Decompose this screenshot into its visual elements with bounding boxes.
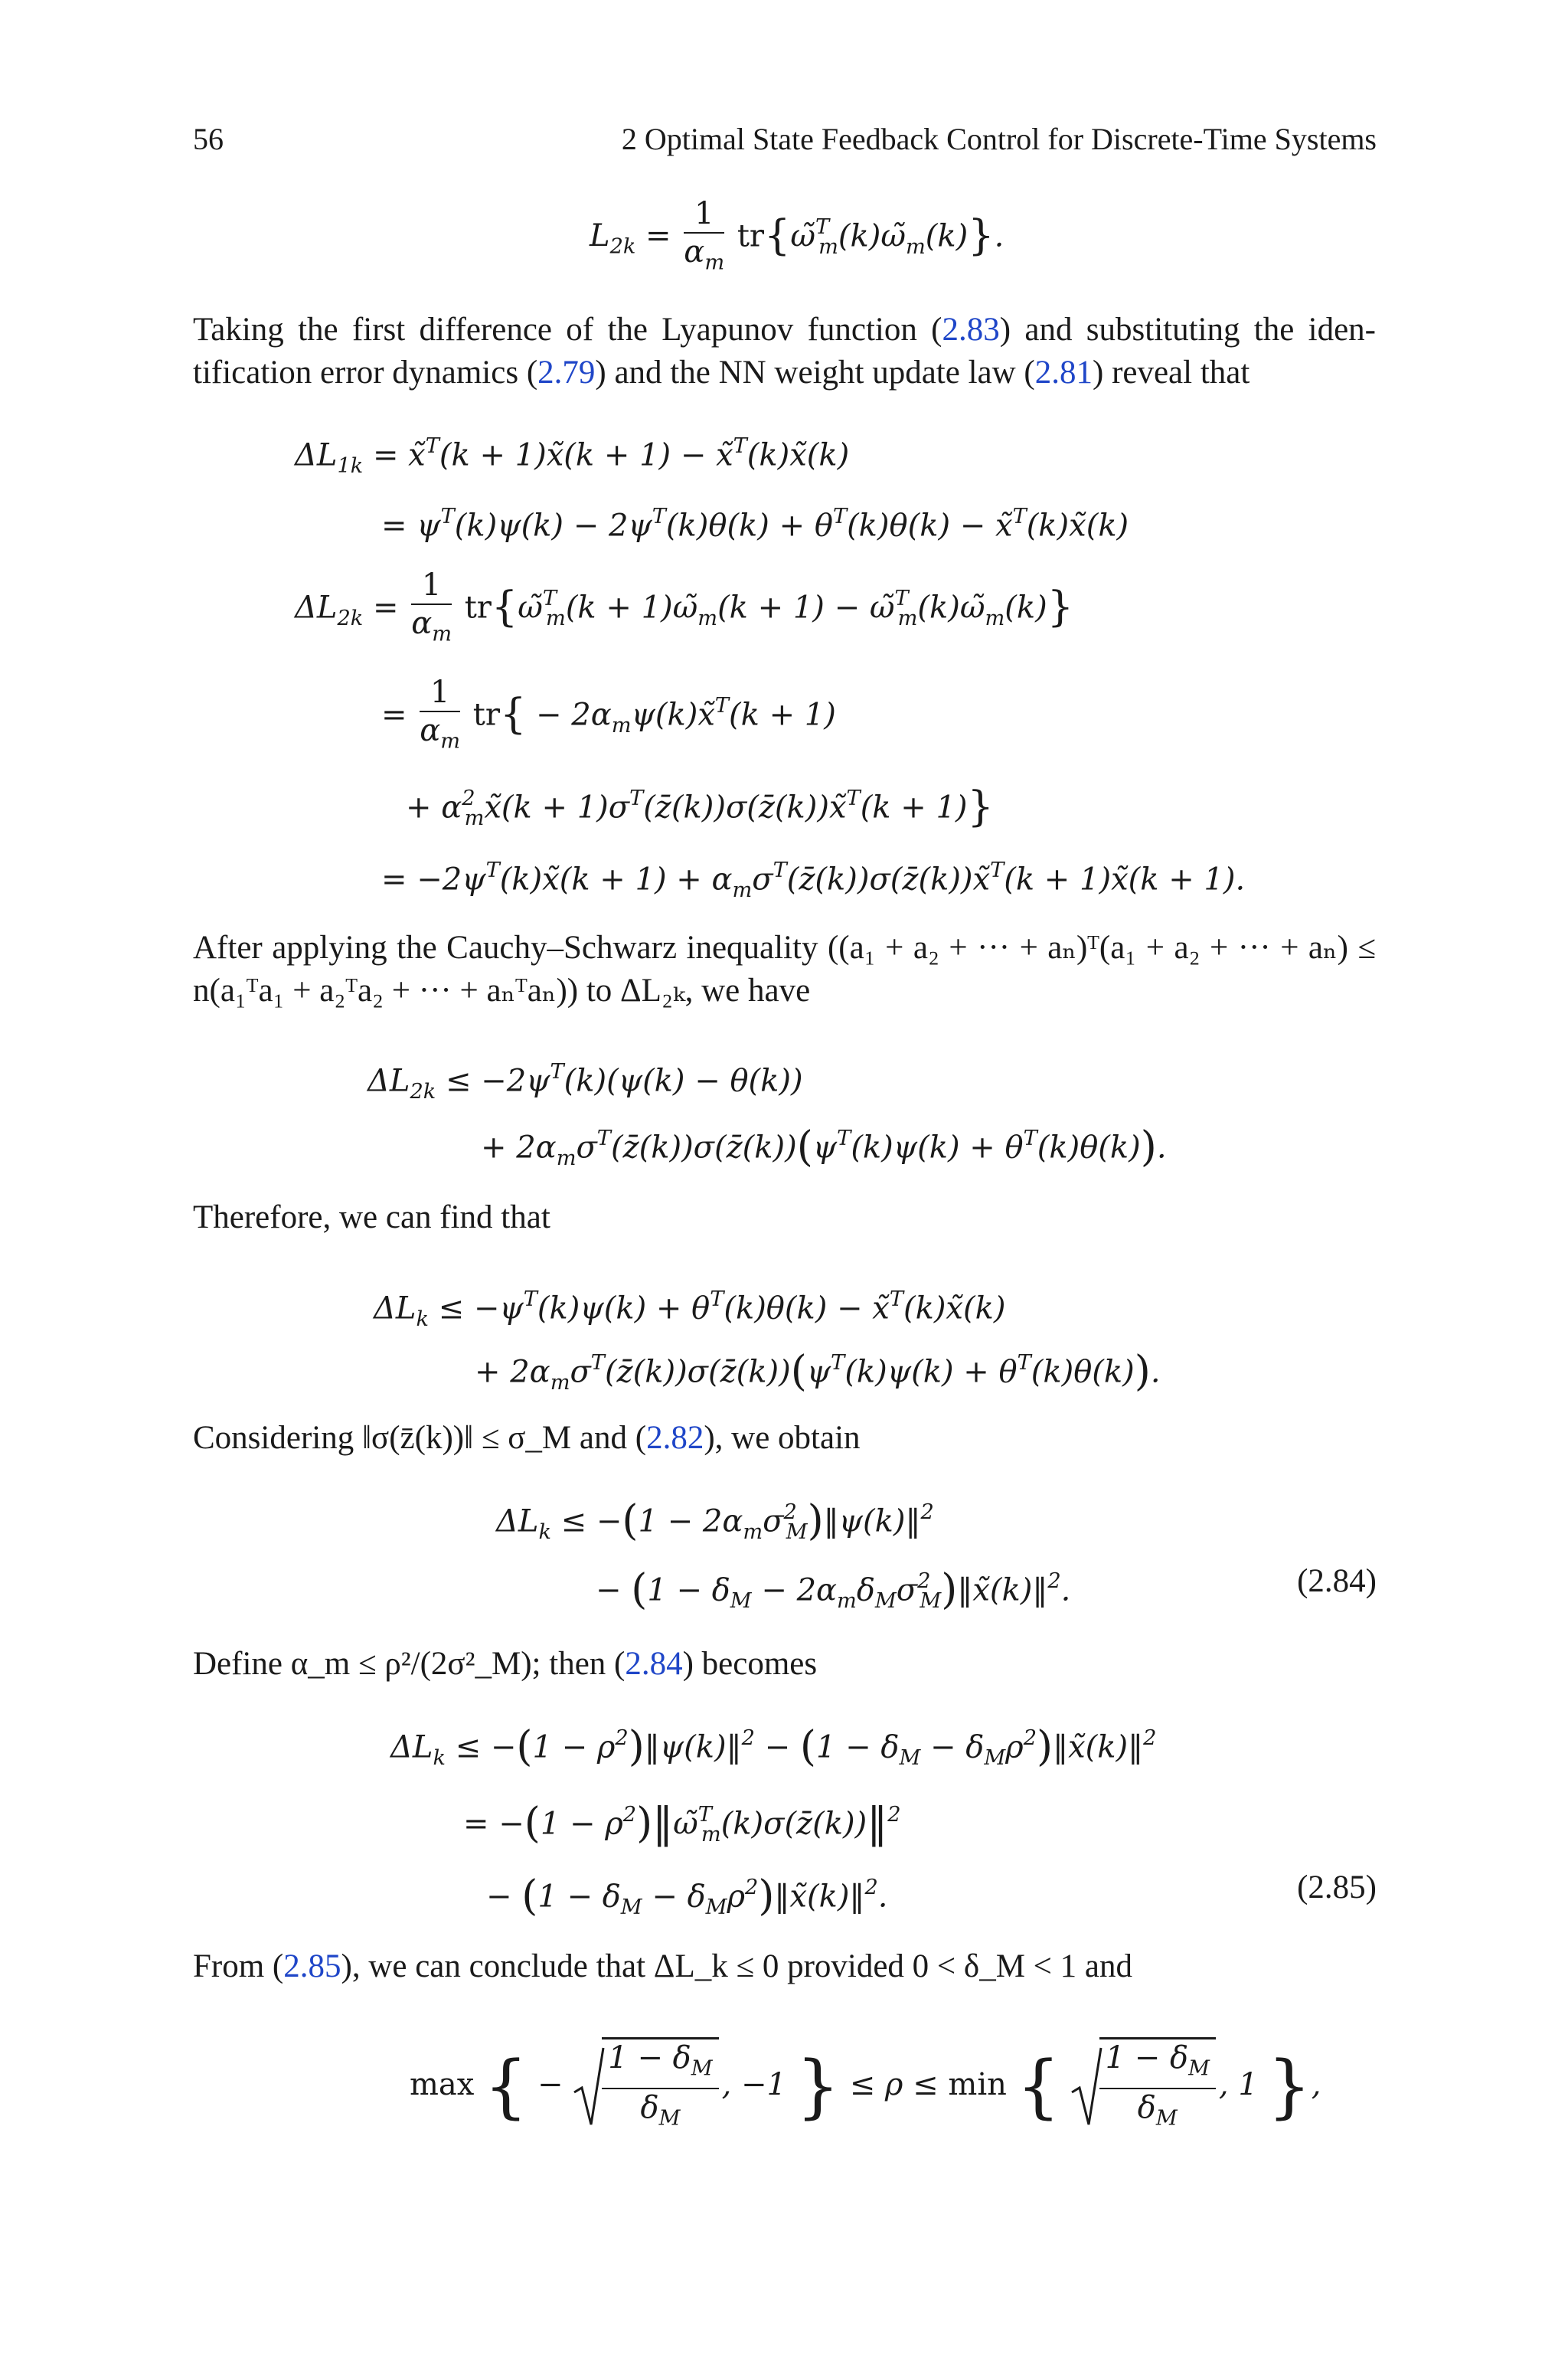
ref-2-85[interactable]: 2.85 xyxy=(283,1948,341,1984)
ref-2-79[interactable]: 2.79 xyxy=(537,355,596,391)
page-number: 56 xyxy=(193,122,224,156)
paragraph-lyapunov-difference: Taking the first difference of the Lyapunov function (2.83) and substituting the iden-tification error dynamics (2.79) and the NN weight update law (2.81) reveal that xyxy=(193,312,1377,391)
equation-dl2k-line4: = $-2\psi^T(k)x̃(k + 1)$ + $\alpha_m\sigma^T(z̄(k))\sigma(z̄(k))x̃^T(k$ + 1)x̃(k + 1). xyxy=(381,859,1246,902)
equation-rho-bounds: max { − $\frac{1 - \delta_M}{\delta_M}$ , −1 } ≤ ρ ≤ min { $\frac{1 - \delta_M}{\delta_M}$ , 1 }, xyxy=(410,2037,1321,2137)
equation-2-85-line2: = $-(1 - \rho^2)‖\omegã^T_m(k)\sigma(z̄(k))‖^2$ xyxy=(463,1798,901,1847)
equation-number-2-85: (2.85) xyxy=(1297,1869,1377,1905)
equation-lk-line1: $\Delta L_k \le -\psi^T(k)\psi(k) + \theta^T(k)\theta(k)$ − x̃$^T$(k)x̃(k) xyxy=(374,1287,1006,1331)
sqrt-icon xyxy=(573,2045,605,2129)
equation-dl2k-line1: $\Delta L_{2k}$ = $\frac{1}{\alpha_m}$ tr{ω̃$^T_m$(k + $1)\omegã_m(k + 1)$ − $\omegã^T_m(k)\omegã_m(k)$} xyxy=(295,568,1074,646)
equation-cs-line2: + $2\alpha_m\sigma^T(z̄(k))\sigma(z̄(k))(\psi^T(k)\psi(k) + \theta^T(k)\theta(k))$. xyxy=(481,1122,1167,1171)
equation-2-84-line2: − ($1 - \delta_M$ − $2\alpha_m\delta_M\sigma^2_M)‖x̃(k)‖^2$. xyxy=(596,1565,1071,1614)
running-header: 2 Optimal State Feedback Control for Discrete-Time Systems xyxy=(621,122,1377,156)
paragraph-cauchy-schwarz: After applying the Cauchy–Schwarz inequality ((a₁ + a₂ + ··· + aₙ)ᵀ(a₁ + a₂ + ··· + aₙ) ≤ n(a₁ᵀa₁ + a₂ᵀa₂ + ··· + aₙᵀaₙ)) to ΔL₂ₖ, we have xyxy=(193,930,1376,1009)
equation-dl1k-line1: $\Delta L_{1k}$ = x̃$^T$(k + 1)x̃(k + 1) − x̃$^T$(k)x̃(k) xyxy=(295,434,850,478)
paragraph-define-alpha: Define α_m ≤ ρ²/(2σ²_M); then (2.84) becomes xyxy=(193,1646,818,1682)
equation-2-85-line3: − ($1 - \delta_M$ − $\delta_M\rho^2)‖x̃(k)‖^2$. xyxy=(486,1871,888,1920)
sqrt-icon xyxy=(1070,2045,1102,2129)
equation-number-2-84: (2.84) xyxy=(1297,1563,1377,1599)
ref-2-81[interactable]: 2.81 xyxy=(1034,355,1093,391)
equation-dl1k-line2: = $\psi^T(k)\psi(k) - 2\psi^T(k)\theta(k) + \theta^T(k)\theta(k)$ − x̃$^T$(k)x̃(k) xyxy=(381,505,1129,544)
equation-l2k: $L_{2k}$ = $\frac{1}{\alpha_m}$ $tr\{\omegã^T_m(k)\omegã_m(k)\}$. xyxy=(590,196,1004,275)
paragraph-therefore: Therefore, we can find that xyxy=(193,1199,550,1235)
equation-dl2k-line3: + $\alpha^2_mx̃(k$ + $1)\sigma^T(z̄(k))\sigma(z̄(k))x̃^T(k + 1)$} xyxy=(406,782,994,831)
equation-dl2k-line2: = $\frac{1}{\alpha_m}$ $tr\{ - 2\alpha_m\psi(k)x̃^T(k + 1)$ xyxy=(381,675,836,754)
equation-2-85-line1: $\Delta L_k \le -(1$ − $\rho^2)‖\psi(k)‖^2 - (1 - \delta_M$ − $\delta_M\rho^2)‖x̃(k)‖^2$ xyxy=(390,1722,1157,1771)
ref-2-82[interactable]: 2.82 xyxy=(646,1420,704,1456)
equation-2-84-line1: $\Delta L_k \le -(1$ − $2\alpha_m\sigma^2_M)‖\psi(k)‖^2$ xyxy=(496,1496,934,1545)
ref-2-84[interactable]: 2.84 xyxy=(625,1646,683,1682)
equation-lk-line2: + $2\alpha_m\sigma^T(z̄(k))\sigma(z̄(k))(\psi^T(k)\psi(k) + \theta^T(k)\theta(k))$. xyxy=(475,1346,1161,1395)
equation-cs-line1: $\Delta L_{2k} \le -2\psi^T(k)(\psi(k) - \theta(k))$ xyxy=(368,1060,803,1104)
ref-2-83[interactable]: 2.83 xyxy=(942,312,1000,348)
paragraph-considering: Considering ‖σ(z̄(k))‖ ≤ σ_M and (2.82), we obtain xyxy=(193,1420,861,1456)
paragraph-conclude: From (2.85), we can conclude that ΔL_k ≤ 0 provided 0 < δ_M < 1 and xyxy=(193,1948,1133,1984)
